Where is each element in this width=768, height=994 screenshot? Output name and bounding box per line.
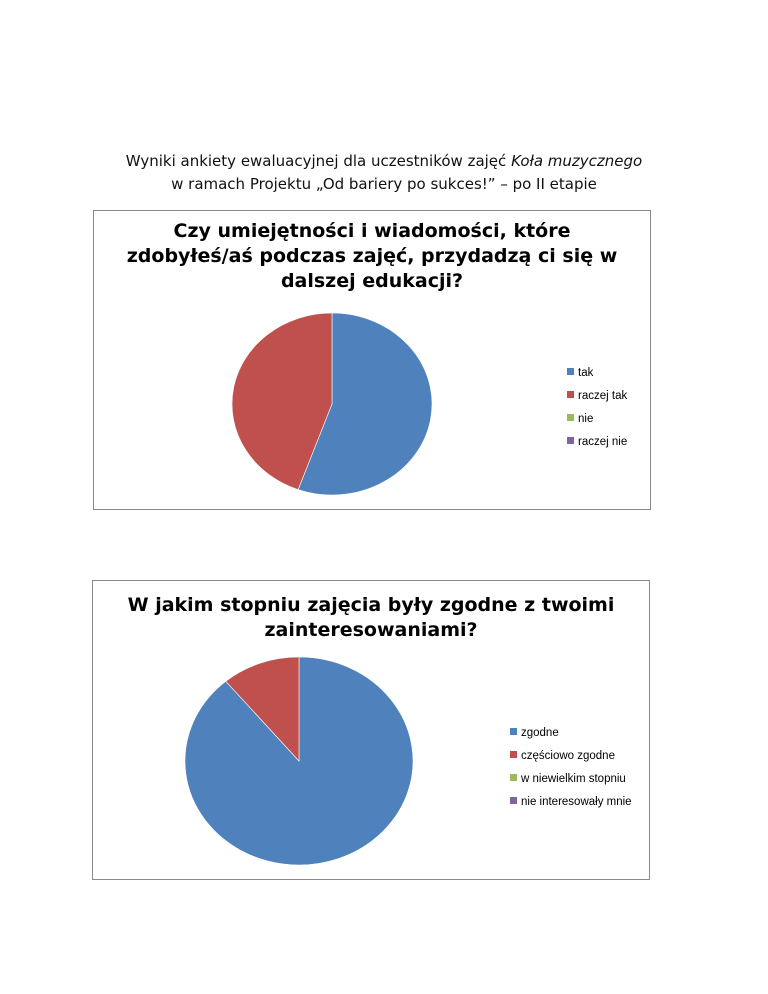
legend-item [510,726,632,749]
legend-label: tak [578,367,594,379]
header-line-1-text: Wyniki ankiety ewaluacyjnej dla uczestników zajęć [125,152,512,170]
chart-2-title-line: W jakim stopniu zajęcia były zgodne z twoimi [127,594,615,616]
legend-label: zgodne [521,727,559,739]
legend-item [567,366,627,389]
legend-label: częściowo zgodne [521,750,615,762]
chart-1-title-line: Czy umiejętności i wiadomości, które [173,220,571,242]
legend-swatch [567,368,574,375]
page-header [0,150,768,196]
legend-item [567,412,627,435]
legend-item [510,749,632,772]
pie-chart-1 [93,210,651,510]
legend-label: raczej tak [578,390,628,402]
header-line-2: w ramach Projektu „Od bariery po sukces!” – po II etapie [171,175,597,193]
legend-swatch [510,751,517,758]
legend-item [510,795,632,818]
legend-swatch [567,391,574,398]
chart-2-title-line: zainteresowaniami? [264,619,478,641]
legend-label: raczej nie [578,436,628,448]
header-line-1-italic: Koła muzycznego [511,152,643,170]
legend-label: w niewielkim stopniu [521,773,626,785]
legend-item [567,389,627,412]
chart-1-legend [567,366,627,458]
legend-swatch [510,728,517,735]
chart-1-title-line: zdobyłeś/aś podczas zajęć, przydadzą ci się w [126,245,618,267]
chart-1-title-line: dalszej edukacji? [280,270,464,292]
chart-1-pie-svg [94,211,650,509]
legend-swatch [567,437,574,444]
chart-2-legend [510,726,632,818]
legend-swatch [567,414,574,421]
pie-chart-2 [92,580,650,880]
legend-swatch [510,774,517,781]
legend-item [567,435,627,458]
legend-item [510,772,632,795]
legend-label: nie interesowały mnie [521,796,632,808]
legend-swatch [510,797,517,804]
legend-label: nie [578,413,594,425]
header-line-1 [0,150,768,173]
